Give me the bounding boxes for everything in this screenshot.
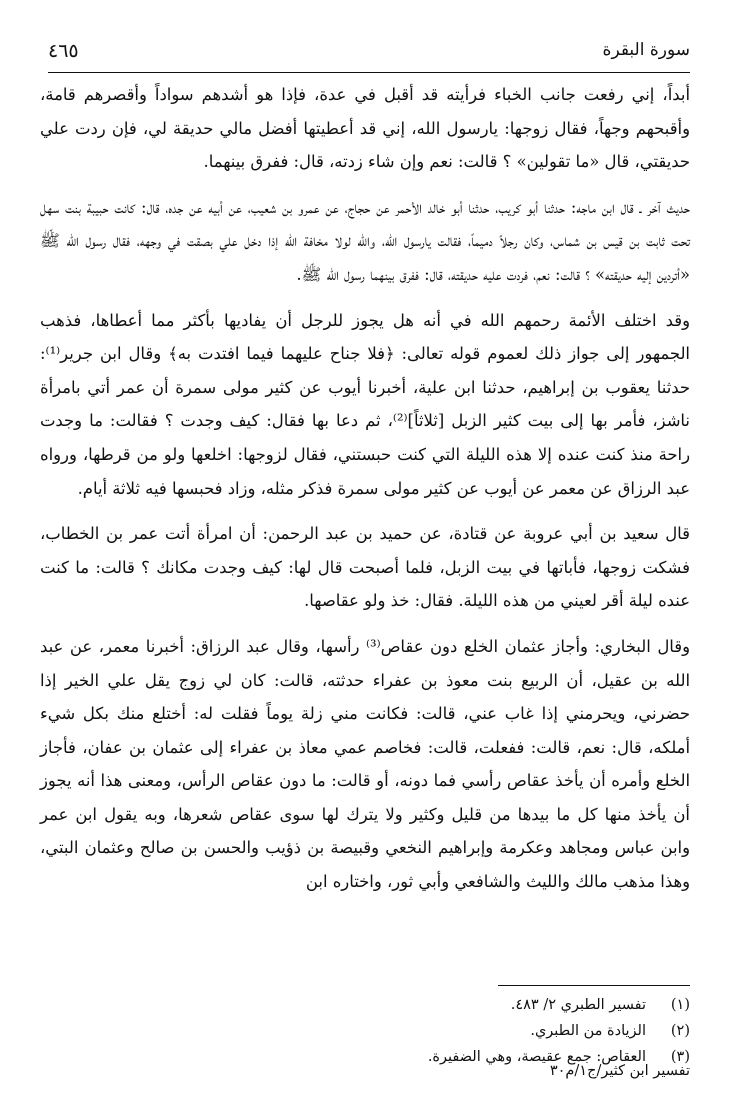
paragraph: وقد اختلف الأئمة رحمهم الله في أنه هل يجوز للرجل أن يفاديها بأكثر مما أعطاها، فذهب الجمهور إلى جواز ذلك لعموم قوله تعالى: ﴿فلا جناح عليهما فيما افتدت به﴾ وقال ابن جرير⁽¹⁾: حدثنا يعقوب بن إبراهيم، حدثنا ابن علية، أخبرنا أيوب عن كثير مولى سمرة أن عمر أتي بامرأة ناشز، فأمر بها إلى بيت كثير الزبل [ثلاثاً]⁽²⁾، ثم دعا بها فقال: كيف وجدت ؟ فقالت: ما وجدت راحة منذ كنت عنده إلا هذه الليلة التي كنت حبستني، فقال لزوجها: اخلعها ولو من قرطها، ورواه عبد الرزاق عن معمر عن أيوب عن كثير مولى سمرة فذكر مثله، وزاد فحبسها فيه ثلاثة أيام. — [40, 310, 690, 498]
page-header — [48, 38, 690, 73]
paragraph: قال سعيد بن أبي عروبة عن قتادة، عن حميد بن عبد الرحمن: أن امرأة أتت عمر بن الخطاب، فشكت زوجها، فأباتها في بيت الزبل، فلما أصبحت قال لها: كيف وجدت مكانك ؟ قالت: ما كنت عنده ليلة أقر لعيني من هذه الليلة. فقال: خذ ولو عقاصها. — [40, 524, 690, 611]
footnote-text: الزيادة من الطبري. — [530, 1023, 646, 1039]
book-signature: تفسير ابن كثير/ج١/م٣٠ — [549, 1063, 690, 1079]
paragraph: حديث آخر ـ قال ابن ماجه: حدثنا أبو كريب، حدثنا أبو خالد الأحمر عن حجاج، عن عمرو بن شعيب، عن أبيه عن جده، قال: كانت حبيبة بنت سهل تحت ثابت بن قيس بن شماس، وكان رجلاً دميماً، فقالت يارسول الله، والله لولا مخافة الله إذا دخل علي بصقت في وجهه، فقال رسول الله ﷺ «أتردين إليه حديقته» ؟ قالت: نعم، فردت عليه حديقته، قال: ففرق بينهما رسول الله ﷺ. — [40, 197, 690, 284]
paragraph: أبداً، إني رفعت جانب الخباء فرأيته قد أقبل في عدة، فإذا هو أشدهم سواداً وأقصرهم قامة، وأقبحهم وجهاً، فقال زوجها: يارسول الله، إني قد أعطيتها أفضل مالي حديقة لي، فإن ردت علي حديقتي، قال «ما تقولين» ؟ قالت: نعم وإن شاء زدته، قال: ففرق بينهما. — [40, 85, 690, 172]
footnote-number: (٢) — [670, 1023, 690, 1039]
footnote-divider — [498, 985, 690, 986]
main-text — [40, 78, 690, 899]
footnote — [40, 992, 690, 1018]
footnotes — [40, 985, 690, 1070]
footnote-number: (١) — [670, 997, 690, 1013]
footnote-text: تفسير الطبري ٢/ ٤٨٣. — [510, 997, 646, 1013]
footnote — [40, 1018, 690, 1044]
footnote-text: العقاص: جمع عقيصة، وهي الضفيرة. — [427, 1049, 646, 1065]
surah-title: سورة البقرة — [602, 40, 690, 60]
paragraph: وقال البخاري: وأجاز عثمان الخلع دون عقاص⁽³⁾ رأسها، وقال عبد الرزاق: أخبرنا معمر، عن عبد الله بن عقيل، أن الربيع بنت معوذ بن عفراء حدثته، قالت: كان لي زوج يقل علي الخير إذا حضرني، ويحرمني إذا غاب عني، قالت: فكانت مني زلة يوماً فقلت له: أختلع منك بكل شيء أملكه، قال: نعم، قالت: ففعلت، قالت: فخاصم عمي معاذ بن عفراء إلى عثمان بن عفان، فأجاز الخلع وأمره أن يأخذ عقاص رأسي فما دونه، أو قالت: ما دون عقاص الرأس، ومعنى هذا أنه يجوز أن يأخذ منها كل ما بيدها من قليل وكثير ولا يترك لها سوى عقاص شعرها، وبه يقول ابن عمر وابن عباس ومجاهد وعكرمة وإبراهيم النخعي وقبيصة بن ذؤيب والحسن بن صالح وعثمان البتي، وهذا مذهب مالك والليث والشافعي وأبي ثور، واختاره ابن — [40, 636, 690, 892]
footnote-number: (٣) — [670, 1049, 690, 1065]
page-number: ٤٦٥ — [48, 40, 79, 62]
